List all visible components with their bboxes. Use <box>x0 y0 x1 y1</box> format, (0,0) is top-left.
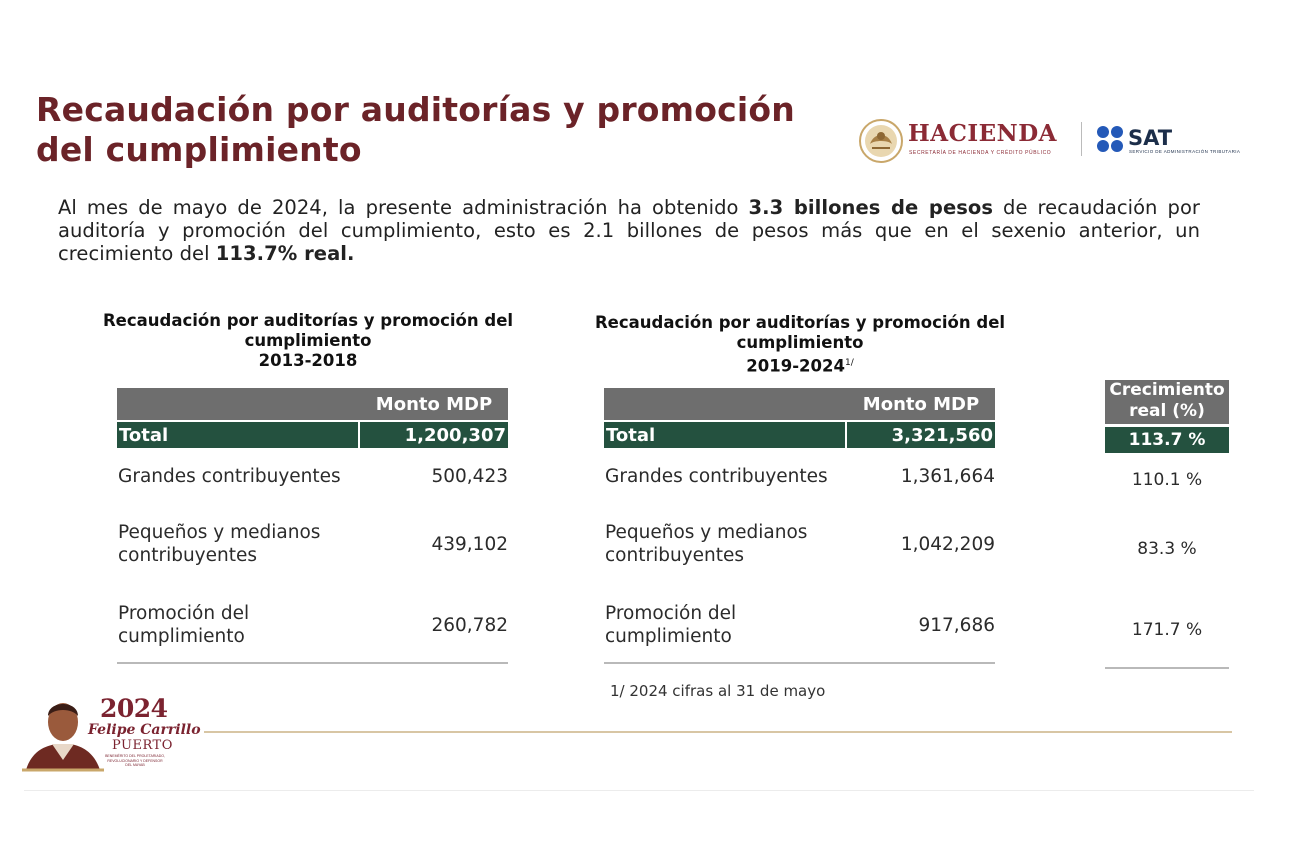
table2-row-value: 917,686 <box>918 615 995 636</box>
table1-title-text: Recaudación por auditorías y promoción del cumplimiento <box>102 311 514 350</box>
growth-header: Crecimiento real (%) <box>1105 380 1229 424</box>
sat-wordmark: SAT <box>1128 126 1173 150</box>
table1-row-value: 439,102 <box>431 534 508 555</box>
hacienda-subtitle: SECRETARÍA DE HACIENDA Y CRÉDITO PÚBLICO <box>909 150 1052 156</box>
table1-row-label: Promoción del cumplimiento <box>118 603 250 647</box>
table1-total-value: 1,200,307 <box>404 425 506 446</box>
table2-row-value: 1,042,209 <box>900 534 995 555</box>
page-title: Recaudación por auditorías y promoción del cumplimiento <box>36 90 795 169</box>
growth-value: 110.1 % <box>1131 470 1203 490</box>
sat-subtitle: SERVICIO DE ADMINISTRACIÓN TRIBUTARIA <box>1129 149 1241 154</box>
table2-header <box>604 388 995 420</box>
table2-total-label: Total <box>606 425 656 446</box>
intro-paragraph <box>58 196 1200 265</box>
table2-header-label: Monto MDP <box>862 394 980 415</box>
table1-row-value: 260,782 <box>431 615 508 636</box>
sat-four-dots-icon <box>1096 125 1124 153</box>
table2-row-label: Promoción del cumplimiento <box>605 603 737 647</box>
table1-header <box>117 388 508 420</box>
table2-bottom-rule <box>604 662 995 664</box>
growth-total: 113.7 % <box>1105 427 1229 453</box>
hacienda-wordmark: HACIENDA <box>908 120 1057 147</box>
intro-highlight-amount: 3.3 billones de pesos <box>748 196 993 219</box>
commemorative-year: 2024 <box>100 694 168 723</box>
table2-title <box>580 313 1020 377</box>
table1-period: 2013-2018 <box>258 351 358 370</box>
table1-bottom-rule <box>117 662 508 664</box>
table2-period-line <box>580 353 1020 377</box>
intro-text-2: de recaudación por auditoría y promoción del cumplimiento, esto es 2.1 billones de pesos más que en el sexenio anterior, un crecimiento del <box>58 196 1200 265</box>
header-logos <box>856 114 1256 168</box>
mexican-eagle-seal-icon <box>858 118 904 164</box>
footnote: 1/ 2024 cifras al 31 de mayo <box>610 682 826 700</box>
table2-total-value: 3,321,560 <box>891 425 993 446</box>
table1-total-separator <box>358 422 360 448</box>
intro-text-1: Al mes de mayo de 2024, la presente administración ha obtenido <box>58 196 749 219</box>
table2-title-text: Recaudación por auditorías y promoción del cumplimiento <box>594 313 1006 352</box>
growth-bottom-rule <box>1105 667 1229 669</box>
table1-row-label: Grandes contribuyentes <box>118 466 341 487</box>
table1-row-value: 500,423 <box>431 466 508 487</box>
growth-value: 171.7 % <box>1131 620 1203 640</box>
table1-title <box>88 311 528 371</box>
table2-total-separator <box>845 422 847 448</box>
logo-divider <box>1081 122 1082 156</box>
footer-gold-rule <box>204 731 1232 733</box>
table2-row-value: 1,361,664 <box>900 466 995 487</box>
commemorative-name: Felipe Carrillo <box>88 722 201 738</box>
table2-total-row <box>604 422 995 448</box>
table2-row-label: Grandes contribuyentes <box>605 466 828 487</box>
table2-row-label: Pequeños y medianos contribuyentes <box>605 522 808 566</box>
table1-total-row <box>117 422 508 448</box>
commemorative-subtitle: BENEMÉRITO DEL PROLETARIADO, REVOLUCIONARIO Y DEFENSOR DEL MAYAB <box>105 754 165 767</box>
table1-row-label: Pequeños y medianos contribuyentes <box>118 522 321 566</box>
growth-value: 83.3 % <box>1137 539 1197 559</box>
commemorative-place: PUERTO <box>112 738 173 753</box>
table1-total-label: Total <box>119 425 169 446</box>
intro-highlight-growth: 113.7% real. <box>215 242 355 265</box>
table2-period: 2019-2024 <box>746 356 845 376</box>
table1-header-label: Monto MDP <box>375 394 493 415</box>
table2-period-footnote-ref: 1/ <box>844 358 854 368</box>
slide-bottom-edge <box>24 790 1254 791</box>
